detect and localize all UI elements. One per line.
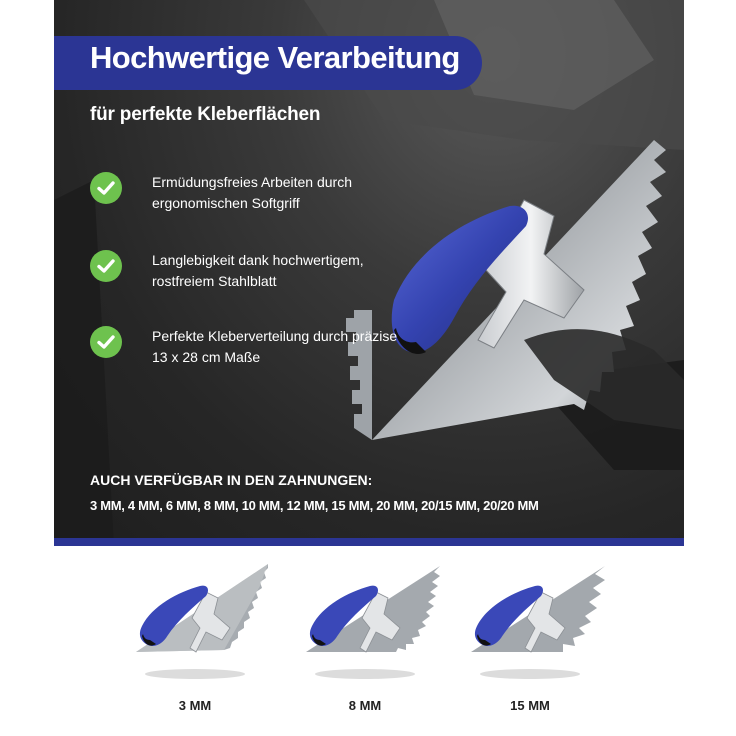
bottom-divider xyxy=(54,538,684,546)
page-subtitle: für perfekte Kleberflächen xyxy=(90,104,321,125)
check-icon xyxy=(90,250,122,282)
trowel-15mm-image xyxy=(455,556,605,696)
hero-panel xyxy=(54,0,684,546)
feature-text: Perfekte Kleberverteilung durch präzise 13 x 28 cm Maße xyxy=(152,328,398,365)
page-title: Hochwertige Verarbeitung xyxy=(90,40,460,75)
variant-label: 3 MM xyxy=(178,698,212,713)
feature-item xyxy=(90,326,420,376)
variant-label: 8 MM xyxy=(348,698,382,713)
variant-8mm xyxy=(290,556,440,726)
feature-text: Ermüdungsfreies Arbeiten durch ergonomischen Softgriff xyxy=(152,174,352,211)
trowel-3mm-image xyxy=(120,556,270,696)
feature-item xyxy=(90,250,420,300)
trowel-8mm-image xyxy=(290,556,440,696)
variant-label: 15 MM xyxy=(510,698,550,713)
availability-sizes: 3 MM, 4 MM, 6 MM, 8 MM, 10 MM, 12 MM, 15 MM, 20 MM, 20/15 MM, 20/20 MM xyxy=(90,498,539,513)
check-icon xyxy=(90,172,122,204)
availability-label: AUCH VERFÜGBAR IN DEN ZAHNUNGEN: xyxy=(90,472,373,488)
feature-item xyxy=(90,172,420,222)
variant-3mm xyxy=(120,556,270,726)
feature-text: Langlebigkeit dank hochwertigem, rostfreiem Stahlblatt xyxy=(152,252,364,289)
check-icon xyxy=(90,326,122,358)
variant-15mm xyxy=(455,556,605,726)
